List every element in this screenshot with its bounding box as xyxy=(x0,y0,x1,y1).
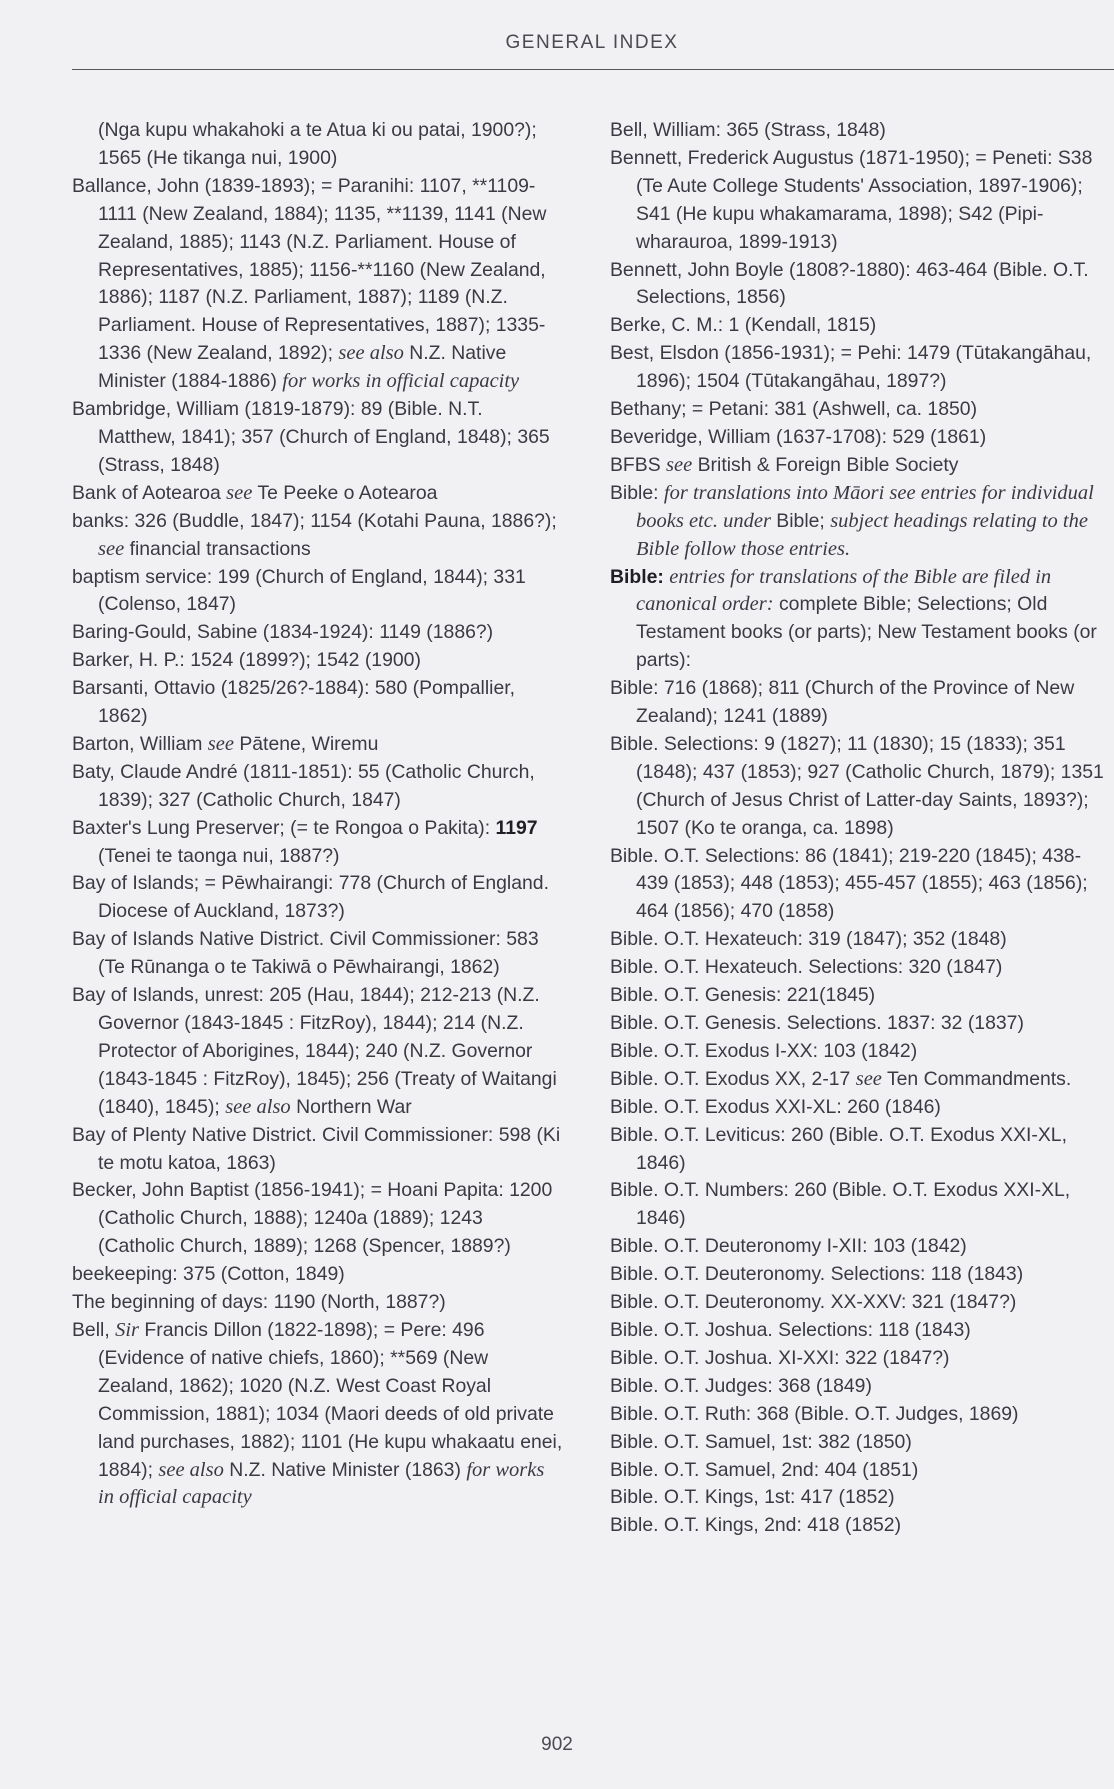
index-entry: Bennett, Frederick Augustus (1871-1950); = Peneti: S38 (Te Aute College Students' Association, 1897-1906); S41 (He kupu whakamarama, 1898); S42 (Pipi-wharauroa, 1899-1913) xyxy=(610,146,1093,253)
index-entry: beekeeping: 375 (Cotton, 1849) xyxy=(72,1263,345,1286)
index-entry: Bible. O.T. Genesis. Selections. 1837: 32 (1837) xyxy=(610,1012,1024,1034)
index-entry: Bible: 716 (1868); 811 (Church of the Province of New Zealand); 1241 (1889) xyxy=(610,677,1075,728)
index-entry: Bible. O.T. Deuteronomy. XX-XXV: 321 (1847?) xyxy=(610,1291,1017,1314)
index-entry: Barton, William see Pātene, Wiremu xyxy=(72,732,379,755)
index-entry: Bible. O.T. Selections: 86 (1841); 219-220 (1845); 438-439 (1853); 448 (1853); 455-457 (1855); 463 (1856); 464 (1856); 470 (1858) xyxy=(610,844,1088,923)
index-entry: Bible. O.T. Samuel, 1st: 382 (1850) xyxy=(610,1430,912,1453)
index-entry: Bible. O.T. Hexateuch: 319 (1847); 352 (1848) xyxy=(610,928,1007,951)
index-entry: Bank of Aotearoa see Te Peeke o Aotearoa xyxy=(72,481,438,504)
index-entry: BFBS see British & Foreign Bible Society xyxy=(610,453,959,476)
left-column xyxy=(72,117,564,1512)
index-entry: Baxter's Lung Preserver; (= te Rongoa o Pakita): 1197 (Tenei te taonga nui, 1887?) xyxy=(72,816,538,867)
index-entry: Bible. O.T. Joshua. Selections: 118 (1843) xyxy=(610,1318,971,1341)
index-entry: Best, Elsdon (1856-1931); = Pehi: 1479 (Tūtakangāhau, 1896); 1504 (Tūtakangāhau, 1897?) xyxy=(610,342,1092,393)
index-entry: Bible. O.T. Kings, 1st: 417 (1852) xyxy=(610,1486,895,1509)
running-header: GENERAL INDEX xyxy=(505,32,679,53)
index-entry: Ballance, John (1839-1893); = Paranihi: 1107, **1109-1111 (New Zealand, 1884); 1135, **1139, 1141 (New Zealand, 1885); 1143 (N.Z. Parliament. House of Representatives, 1885); 1156-**1160 (New Zealand, 1886); 1187 (N.Z. Parliament, 1887); 1189 (N.Z. Parliament. House of Representatives, 1887); 1335-1336 (New Zealand, 1892); see also N.Z. Native Minister (1884-1886) for works in official capacity xyxy=(72,174,547,393)
index-entry: Barker, H. P.: 1524 (1899?); 1542 (1900) xyxy=(72,649,421,672)
index-entry: The beginning of days: 1190 (North, 1887?) xyxy=(72,1291,446,1314)
page-number: 902 xyxy=(541,1734,573,1755)
index-entry: Bible. O.T. Numbers: 260 (Bible. O.T. Exodus XXI-XL, 1846) xyxy=(610,1179,1071,1230)
index-entry: Bible. O.T. Judges: 368 (1849) xyxy=(610,1374,872,1397)
index-entry: Bible. O.T. Hexateuch. Selections: 320 (1847) xyxy=(610,956,1003,979)
index-entry: Bambridge, William (1819-1879): 89 (Bible. N.T. Matthew, 1841); 357 (Church of England, 1848); 365 (Strass, 1848) xyxy=(72,398,550,476)
right-column xyxy=(610,117,1110,1540)
index-entry: Barsanti, Ottavio (1825/26?-1884): 580 (Pompallier, 1862) xyxy=(72,677,516,728)
index-entry: Bay of Islands; = Pēwhairangi: 778 (Church of England. Diocese of Auckland, 1873?) xyxy=(72,872,549,923)
index-entry: Bible. O.T. Joshua. XI-XXI: 322 (1847?) xyxy=(610,1346,950,1369)
index-entry: Berke, C. M.: 1 (Kendall, 1815) xyxy=(610,314,877,337)
index-entry: Bennett, John Boyle (1808?-1880): 463-464 (Bible. O.T. Selections, 1856) xyxy=(610,258,1089,309)
index-entry: Bethany; = Petani: 381 (Ashwell, ca. 1850) xyxy=(610,398,978,421)
index-entry: Bay of Islands, unrest: 205 (Hau, 1844); 212-213 (N.Z. Governor (1843-1845 : FitzRoy), 1844); 214 (N.Z. Protector of Aborigines, 1844); 240 (N.Z. Governor (1843-1845 : FitzRoy), 1845); 256 (Treaty of Waitangi (1840), 1845); see also Northern War xyxy=(72,984,557,1118)
index-entry: Bible: for translations into Māori see entries for individual books etc. under Bible; subject headings relating to the Bible follow those entries. xyxy=(610,481,1094,560)
index-entry: baptism service: 199 (Church of England, 1844); 331 (Colenso, 1847) xyxy=(72,565,526,616)
index-entry: Bible. O.T. Exodus XXI-XL: 260 (1846) xyxy=(610,1095,941,1118)
index-entry: Bible. Selections: 9 (1827); 11 (1830); 15 (1833); 351 (1848); 437 (1853); 927 (Catholic Church, 1879); 1351 (Church of Jesus Christ of Latter-day Saints, 1893?); 1507 (Ko te oranga, ca. 1898) xyxy=(610,732,1104,839)
index-entry: Bible. O.T. Genesis: 221(1845) xyxy=(610,984,876,1007)
index-entry: Bible. O.T. Deuteronomy I-XII: 103 (1842) xyxy=(610,1235,967,1258)
index-entry: (Nga kupu whakahoki a te Atua ki ou patai, 1900?); 1565 (He tikanga nui, 1900) xyxy=(98,119,537,169)
index-entry: Baty, Claude André (1811-1851): 55 (Catholic Church, 1839); 327 (Catholic Church, 1847) xyxy=(72,760,535,811)
index-entry: Bible. O.T. Leviticus: 260 (Bible. O.T. Exodus XXI-XL, 1846) xyxy=(610,1123,1067,1174)
index-entry: Bible: entries for translations of the Bible are filed in canonical order: complete Bible; Selections; Old Testament books (or parts); New Testament books (or parts): xyxy=(610,565,1097,672)
index-entry: Baring-Gould, Sabine (1834-1924): 1149 (1886?) xyxy=(72,621,494,644)
index-entry: banks: 326 (Buddle, 1847); 1154 (Kotahi Pauna, 1886?); see financial transactions xyxy=(72,509,557,560)
index-entry: Beveridge, William (1637-1708): 529 (1861) xyxy=(610,425,987,448)
index-entry: Becker, John Baptist (1856-1941); = Hoani Papita: 1200 (Catholic Church, 1888); 1240a (1889); 1243 (Catholic Church, 1889); 1268 (Spencer, 1889?) xyxy=(72,1179,553,1258)
index-entry: Bay of Islands Native District. Civil Commissioner: 583 (Te Rūnanga o te Takiwā o Pēwhairangi, 1862) xyxy=(72,928,539,979)
index-entry: Bible. O.T. Exodus XX, 2-17 see Ten Commandments. xyxy=(610,1067,1072,1090)
index-entry: Bay of Plenty Native District. Civil Commissioner: 598 (Ki te motu katoa, 1863) xyxy=(72,1123,561,1174)
index-entry: Bell, William: 365 (Strass, 1848) xyxy=(610,119,886,141)
index-entry: Bible. O.T. Deuteronomy. Selections: 118 (1843) xyxy=(610,1263,1024,1286)
index-entry: Bible. O.T. Kings, 2nd: 418 (1852) xyxy=(610,1514,902,1537)
index-entry: Bell, Sir Francis Dillon (1822-1898); = Pere: 496 (Evidence of native chiefs, 1860); **569 (New Zealand, 1862); 1020 (N.Z. West Coast Royal Commission, 1881); 1034 (Maori deeds of old private land purchases, 1882); 1101 (He kupu whakaatu enei, 1884); see also N.Z. Native Minister (1863) for works in official capacity xyxy=(72,1318,563,1509)
index-entry: Bible. O.T. Ruth: 368 (Bible. O.T. Judges, 1869) xyxy=(610,1402,1019,1425)
header-rule xyxy=(72,69,1114,70)
index-entry: Bible. O.T. Exodus I-XX: 103 (1842) xyxy=(610,1039,918,1062)
index-entry: Bible. O.T. Samuel, 2nd: 404 (1851) xyxy=(610,1458,919,1481)
